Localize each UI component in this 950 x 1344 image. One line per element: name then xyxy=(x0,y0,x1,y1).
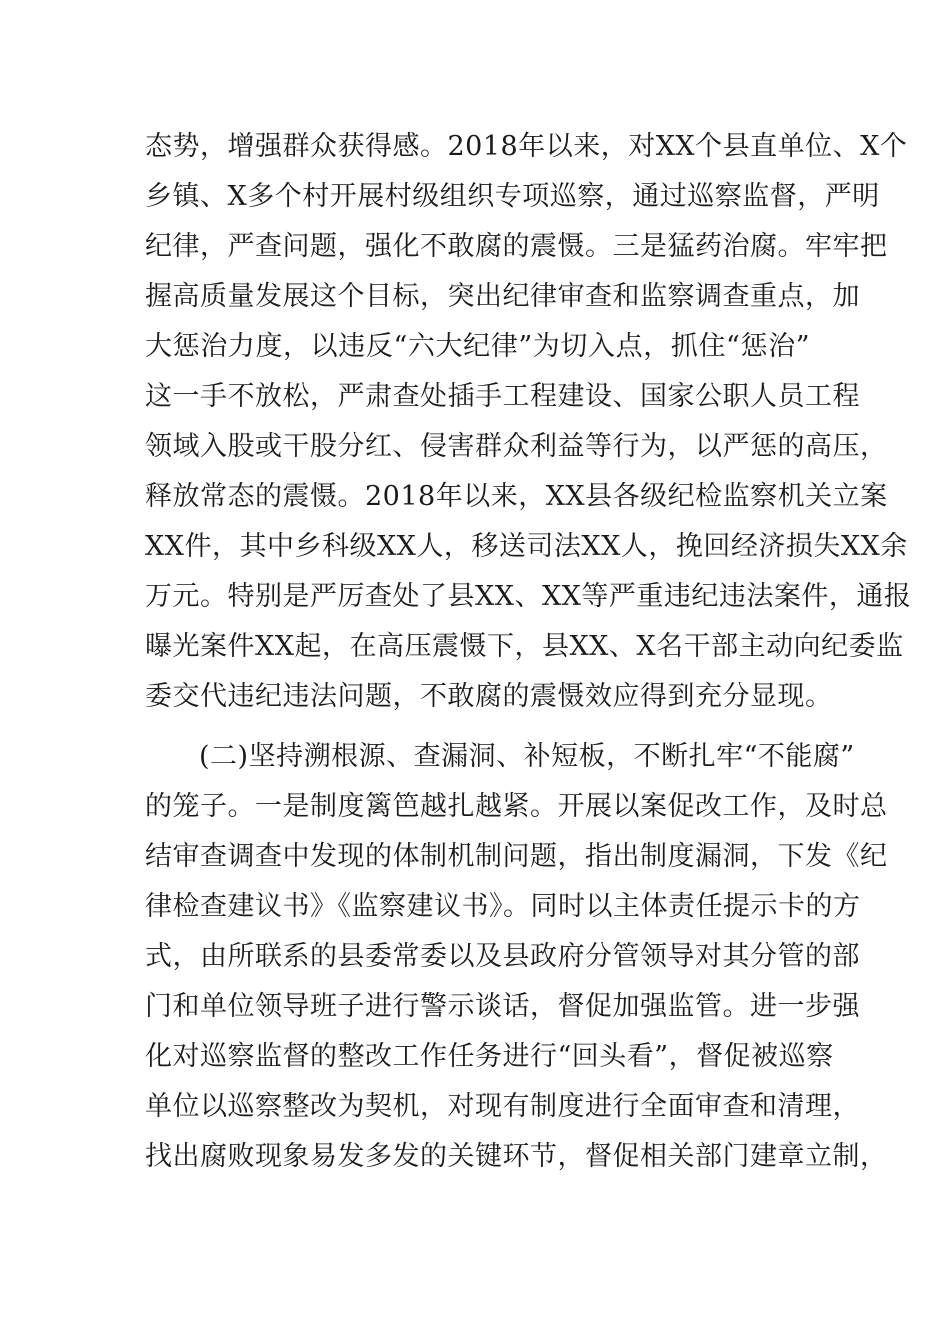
paragraph-line: 乡镇、X多个村开展村级组织专项巡察，通过巡察监督，严明 xyxy=(145,181,880,212)
paragraph-line: 的笼子。一是制度篱笆越扎越紧。开展以案促改工作，及时总 xyxy=(145,791,888,822)
paragraph-line: (二)坚持溯根源、查漏洞、补短板，不断扎牢“不能腐” xyxy=(199,741,855,772)
paragraph-line: 单位以巡察整改为契机，对现有制度进行全面审查和清理， xyxy=(145,1091,860,1122)
paragraph-line: 纪律，严查问题，强化不敢腐的震慑。三是猛药治腐。牢牢把 xyxy=(145,231,888,262)
paragraph-line: 律检查建议书》《监察建议书》。同时以主体责任提示卡的方 xyxy=(145,891,861,922)
paragraph-line: 态势，增强群众获得感。2018年以来，对XX个县直单位、X个 xyxy=(145,131,908,162)
paragraph-line: 释放常态的震慑。2018年以来，XX县各级纪检监察机关立案 xyxy=(145,481,888,512)
paragraph-line: 找出腐败现象易发多发的关键环节，督促相关部门建章立制， xyxy=(145,1141,888,1172)
paragraph-line: 大惩治力度，以违反“六大纪律”为切入点，抓住“惩治” xyxy=(145,331,810,362)
paragraph-2 xyxy=(145,732,888,1182)
paragraph-line: 结审查调查中发现的体制机制问题，指出制度漏洞，下发《纪 xyxy=(145,841,888,872)
paragraph-line: 万元。特别是严厉查处了县XX、XX等严重违纪违法案件，通报 xyxy=(145,581,912,612)
paragraph-line: 握高质量发展这个目标，突出纪律审查和监察调查重点，加 xyxy=(145,281,860,312)
paragraph-line: 化对巡察监督的整改工作任务进行“回头看”，督促被巡察 xyxy=(145,1041,834,1072)
paragraph-line: 这一手不放松，严肃查处插手工程建设、国家公职人员工程 xyxy=(145,381,860,412)
paragraph-line: 式，由所联系的县委常委以及县政府分管领导对其分管的部 xyxy=(145,941,860,972)
paragraph-line: XX件，其中乡科级XX人，移送司法XX人，挽回经济损失XX余 xyxy=(145,531,908,562)
paragraph-line: 委交代违纪违法问题，不敢腐的震慑效应得到充分显现。 xyxy=(145,681,833,712)
paragraph-line: 门和单位领导班子进行警示谈话，督促加强监管。进一步强 xyxy=(145,991,860,1022)
paragraph-line: 领域入股或干股分红、侵害群众利益等行为，以严惩的高压， xyxy=(145,431,888,462)
paragraph-1 xyxy=(145,122,912,722)
paragraph-line: 曝光案件XX起，在高压震慑下，县XX、X名干部主动向纪委监 xyxy=(145,631,904,662)
